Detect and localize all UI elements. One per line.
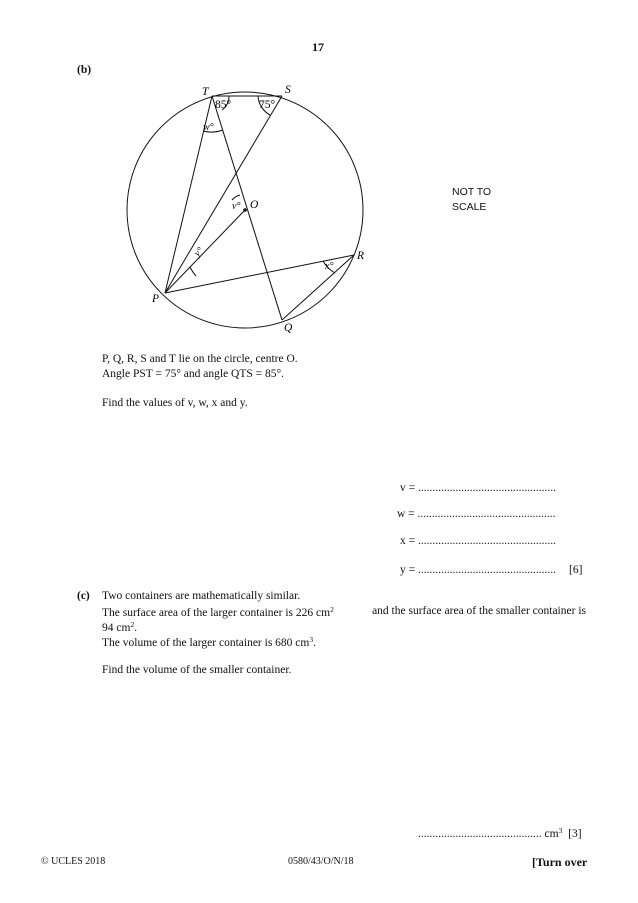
part-c-text-3: 94 $cm^2$. bbox=[102, 620, 138, 634]
part-b-label: (b) bbox=[77, 64, 92, 76]
label-Q: Q bbox=[284, 322, 293, 334]
label-angle-w: w° bbox=[203, 122, 214, 133]
part-c-text-2-a: The surface area of the larger container is 226 $cm^2$ bbox=[102, 605, 334, 619]
centre-point bbox=[243, 208, 247, 212]
part-c-label: (c) bbox=[77, 590, 90, 602]
part-b-text-2: Angle PST = 75° and angle QTS = 85°. bbox=[102, 368, 284, 380]
label-angle-x: x° bbox=[325, 261, 334, 272]
part-c-text-2-b: and the surface area of the smaller container is bbox=[372, 605, 586, 617]
answer-x: x = ................................................ bbox=[400, 535, 556, 547]
label-P: P bbox=[152, 293, 160, 305]
label-angle-v: v° bbox=[232, 201, 241, 212]
footer-code: 0580/43/O/N/18 bbox=[288, 856, 354, 867]
answer-y: y = ................................................ bbox=[400, 564, 556, 576]
label-S: S bbox=[285, 84, 291, 96]
part-c-question: Find the volume of the smaller container. bbox=[102, 664, 292, 676]
chord-TQ bbox=[212, 96, 282, 320]
not-to-scale-line2: SCALE bbox=[452, 201, 487, 213]
footer-copyright: © UCLES 2018 bbox=[41, 856, 106, 867]
circle-theorem-diagram bbox=[0, 0, 638, 340]
line-PO bbox=[165, 210, 245, 293]
part-b-marks: [6] bbox=[569, 564, 583, 576]
not-to-scale-line1: NOT TO bbox=[452, 186, 492, 198]
arc-angle-v bbox=[232, 195, 240, 200]
label-angle-y: y° bbox=[192, 245, 206, 260]
label-angle-75: 75° bbox=[259, 99, 276, 111]
part-c-text-1: Two containers are mathematically similar. bbox=[102, 590, 301, 602]
footer-turn-over: [Turn over bbox=[532, 855, 588, 869]
answer-w: w = ................................................ bbox=[397, 508, 556, 520]
answer-unit: $cm^3$ bbox=[544, 826, 563, 840]
label-R: R bbox=[357, 250, 365, 262]
label-angle-85: 85° bbox=[215, 99, 232, 111]
arc-angle-y bbox=[190, 267, 196, 276]
label-O: O bbox=[250, 199, 259, 211]
part-b-question: Find the values of v, w, x and y. bbox=[102, 397, 248, 409]
part-c-text-4: The volume of the larger container is 680 $cm^3$. bbox=[102, 635, 316, 649]
part-c-marks: [3] bbox=[568, 828, 582, 840]
page-number: 17 bbox=[312, 40, 324, 54]
answer-v: v = ................................................ bbox=[400, 482, 556, 494]
label-T: T bbox=[202, 86, 209, 98]
part-c-answer-line bbox=[418, 826, 582, 840]
answer-dots: ........................................... bbox=[418, 828, 542, 840]
part-c-text-2 bbox=[102, 605, 586, 619]
part-b-text-1: P, Q, R, S and T lie on the circle, centre O. bbox=[102, 353, 298, 365]
chord-RQ bbox=[282, 255, 354, 320]
